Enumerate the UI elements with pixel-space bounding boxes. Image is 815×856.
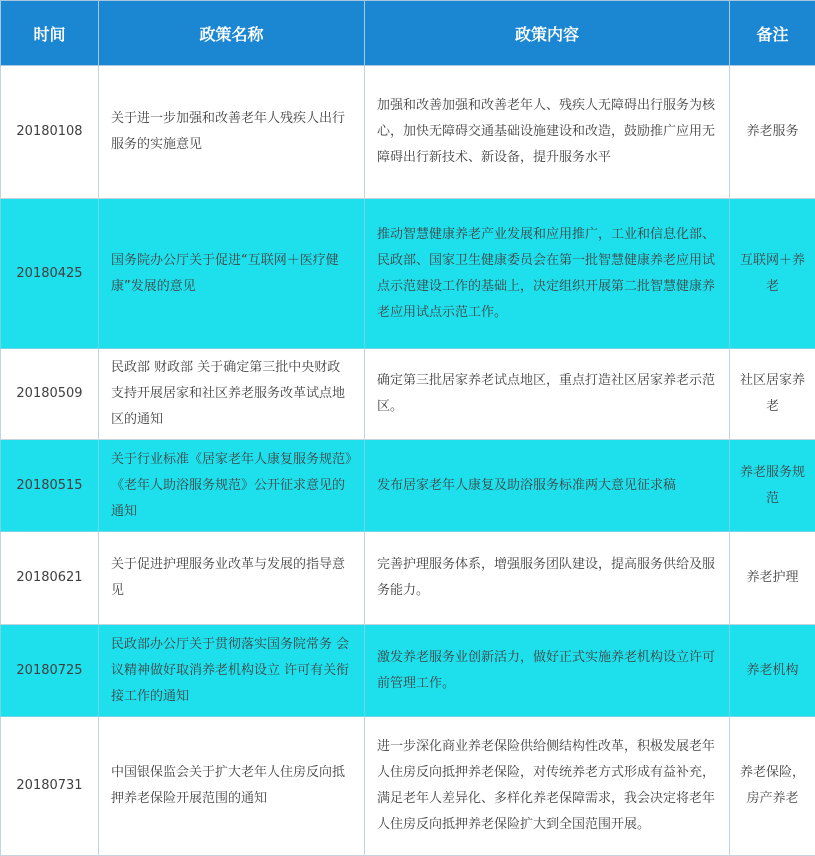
cell-name: 关于进一步加强和改善老年人残疾人出行服务的实施意见 [99, 66, 365, 199]
cell-content: 发布居家老年人康复及助浴服务标准两大意见征求稿 [365, 440, 730, 532]
cell-content: 推动智慧健康养老产业发展和应用推广，工业和信息化部、民政部、国家卫生健康委员会在第一批智慧健康养老应用试点示范建设工作的基础上，决定组织开展第二批智慧健康养老应用试点示范工作。 [365, 199, 730, 349]
cell-note: 养老护理 [730, 532, 815, 625]
table-row [1, 199, 815, 349]
cell-date: 20180509 [1, 349, 99, 440]
table-row [1, 349, 815, 440]
cell-note: 养老服务 [730, 66, 815, 199]
header-content: 政策内容 [365, 1, 730, 66]
cell-content: 进一步深化商业养老保险供给侧结构性改革，积极发展老年人住房反向抵押养老保险，对传统养老方式形成有益补充，满足老年人差异化、多样化养老保障需求，我会决定将老年人住房反向抵押养老保险扩大到全国范围开展。 [365, 717, 730, 856]
cell-date: 20180725 [1, 625, 99, 717]
header-name: 政策名称 [99, 1, 365, 66]
cell-content: 加强和改善加强和改善老年人、残疾人无障碍出行服务为核心，加快无障碍交通基础设施建设和改造，鼓励推广应用无障碍出行新技术、新设备，提升服务水平 [365, 66, 730, 199]
cell-name: 民政部 财政部 关于确定第三批中央财政支持开展居家和社区养老服务改革试点地区的通知 [99, 349, 365, 440]
table-row [1, 625, 815, 717]
cell-name: 国务院办公厅关于促进“互联网＋医疗健康”发展的意见 [99, 199, 365, 349]
cell-content: 完善护理服务体系，增强服务团队建设，提高服务供给及服务能力。 [365, 532, 730, 625]
table-row [1, 717, 815, 856]
table-row [1, 440, 815, 532]
cell-name: 关于促进护理服务业改革与发展的指导意见 [99, 532, 365, 625]
cell-note: 社区居家养老 [730, 349, 815, 440]
cell-note: 互联网＋养老 [730, 199, 815, 349]
cell-content: 激发养老服务业创新活力，做好正式实施养老机构设立许可前管理工作。 [365, 625, 730, 717]
cell-name: 民政部办公厅关于贯彻落实国务院常务 会议精神做好取消养老机构设立 许可有关衔接工作的通知 [99, 625, 365, 717]
cell-date: 20180425 [1, 199, 99, 349]
cell-content: 确定第三批居家养老试点地区，重点打造社区居家养老示范区。 [365, 349, 730, 440]
cell-name: 中国银保监会关于扩大老年人住房反向抵押养老保险开展范围的通知 [99, 717, 365, 856]
header-date: 时间 [1, 1, 99, 66]
table-row [1, 66, 815, 199]
header-row [1, 1, 815, 66]
cell-date: 20180108 [1, 66, 99, 199]
table-row [1, 532, 815, 625]
cell-date: 20180621 [1, 532, 99, 625]
cell-date: 20180731 [1, 717, 99, 856]
cell-note: 养老机构 [730, 625, 815, 717]
cell-name: 关于行业标准《居家老年人康复服务规范》《老年人助浴服务规范》公开征求意见的通知 [99, 440, 365, 532]
cell-note: 养老保险，房产养老 [730, 717, 815, 856]
cell-note: 养老服务规范 [730, 440, 815, 532]
cell-date: 20180515 [1, 440, 99, 532]
header-note: 备注 [730, 1, 815, 66]
